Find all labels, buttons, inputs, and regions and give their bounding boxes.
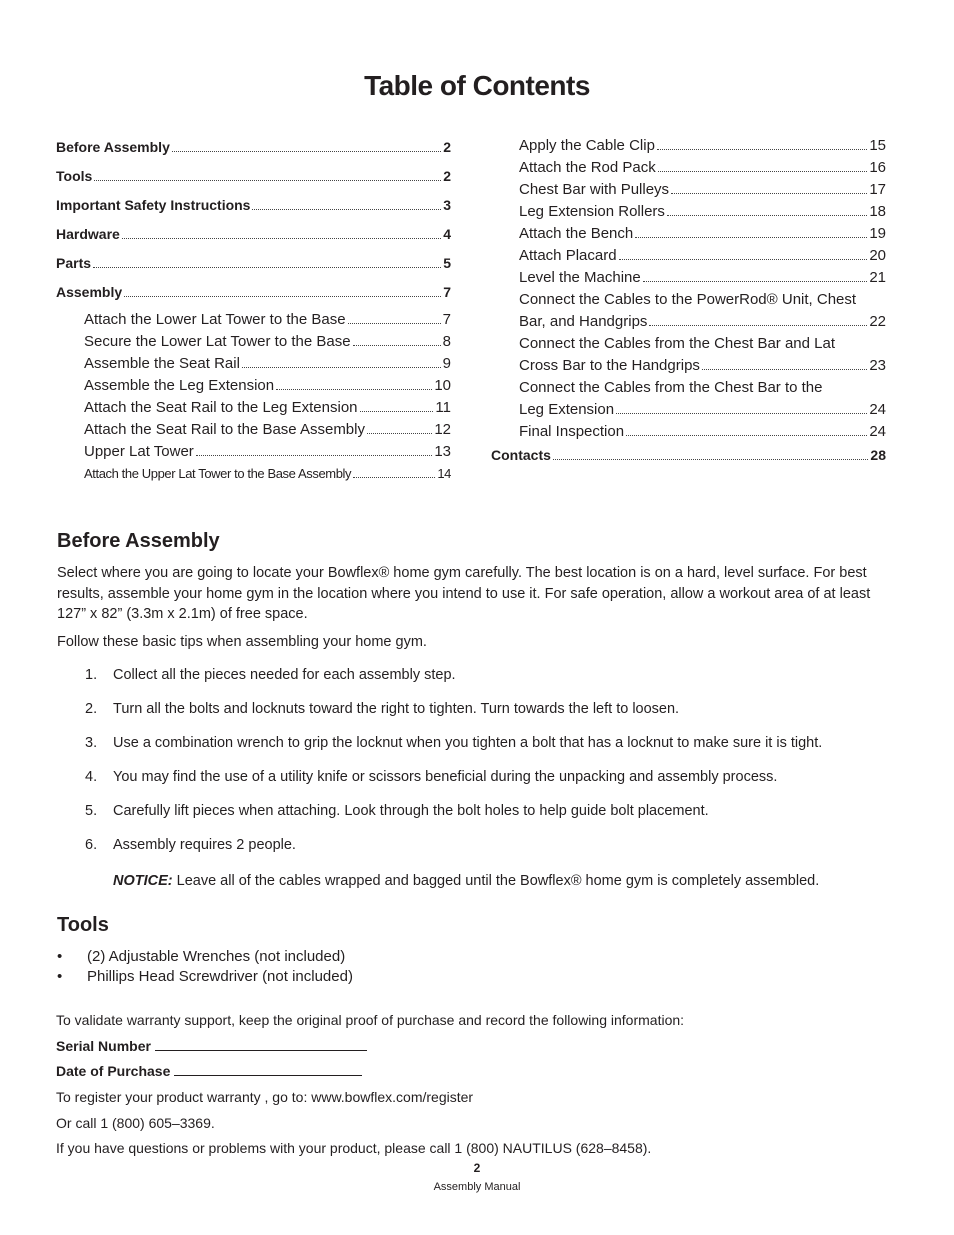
toc-entry — [56, 222, 451, 251]
toc-leader-dots — [93, 266, 441, 268]
serial-number-blank — [155, 1036, 367, 1051]
toc-entry — [491, 135, 886, 157]
list-item — [57, 947, 353, 967]
notice-text: Leave all of the cables wrapped and bagged until the Bowflex® home gym is completely assembled. — [172, 873, 820, 889]
toc-entry-title: Cross Bar to the Handgrips — [519, 357, 700, 374]
bullet: • — [57, 968, 63, 985]
step-number: 3. — [85, 735, 98, 751]
toc-leader-dots — [702, 368, 867, 370]
toc-right-column — [491, 135, 886, 472]
page-number: 2 — [473, 1161, 481, 1175]
toc-entry — [491, 267, 886, 289]
toc-leader-dots — [353, 476, 435, 478]
toc-entry — [491, 399, 886, 421]
toc-entry-page: 13 — [434, 443, 451, 460]
date-of-purchase-blank — [174, 1061, 362, 1076]
toc-entry — [56, 280, 451, 309]
toc-entry — [491, 245, 886, 267]
toc-entry-title: Leg Extension — [519, 401, 615, 418]
toc-entry — [56, 419, 451, 441]
toc-leader-dots — [360, 410, 434, 412]
toc-leader-dots — [619, 258, 868, 260]
warranty-intro: To validate warranty support, keep the original proof of purchase and record the following information: — [56, 1012, 685, 1028]
step-number: 2. — [85, 701, 98, 717]
toc-entry-title: Chest Bar with Pulleys — [519, 181, 670, 198]
tools-list — [57, 947, 353, 987]
toc-leader-dots — [643, 280, 868, 282]
notice — [113, 870, 819, 892]
list-item — [57, 967, 353, 987]
tips-intro: Follow these basic tips when assembling your home gym. — [57, 634, 427, 650]
toc-entry-page: 12 — [434, 421, 451, 438]
toc-leader-dots — [553, 458, 869, 460]
toc-entry — [56, 331, 451, 353]
call-text: Or call 1 (800) 605–3369. — [56, 1115, 215, 1131]
toc-leader-dots — [94, 179, 441, 181]
step-number: 5. — [85, 803, 98, 819]
list-item — [85, 732, 905, 766]
toc-leader-dots — [667, 214, 867, 216]
toc-entry-title: Level the Machine — [519, 269, 641, 286]
toc-leader-dots — [658, 170, 868, 172]
list-item — [85, 698, 905, 732]
step-number: 6. — [85, 837, 98, 853]
toc-entry-title: Apply the Cable Clip — [519, 137, 655, 154]
toc-entry-title: Attach the Seat Rail to the Base Assembly — [84, 421, 365, 438]
toc-entry-title: Attach the Upper Lat Tower to the Base Assembly — [84, 466, 352, 481]
toc-entry-page: 16 — [869, 159, 886, 176]
toc-entry-title: Assemble the Leg Extension — [84, 377, 275, 394]
toc-entry — [491, 157, 886, 179]
toc-entry-page: 23 — [869, 357, 886, 374]
toc-entry-page: 3 — [443, 197, 451, 213]
toc-leader-dots — [671, 192, 867, 194]
toc-leader-dots — [122, 237, 441, 239]
footer-manual-title: Assembly Manual — [433, 1181, 521, 1193]
step-text: Collect all the pieces needed for each assembly step. — [113, 667, 456, 683]
toc-entry-title-line: Connect the Cables from the Chest Bar and Lat — [519, 335, 836, 352]
toc-title: Table of Contents — [364, 70, 590, 101]
step-text: You may find the use of a utility knife or scissors beneficial during the unpacking and assembly process. — [113, 769, 778, 785]
toc-entry-page: 10 — [434, 377, 451, 394]
register-text: To register your product warranty , go to: www.bowflex.com/register — [56, 1089, 474, 1105]
toc-entry — [491, 421, 886, 443]
toc-leader-dots — [172, 150, 441, 152]
toc-leader-dots — [124, 295, 441, 297]
toc-leader-dots — [242, 366, 441, 368]
toc-entry-page: 9 — [442, 355, 451, 372]
step-number: 1. — [85, 667, 98, 683]
toc-entry — [491, 355, 886, 377]
questions-text: If you have questions or problems with your product, please call 1 (800) NAUTILUS (628–8458). — [56, 1140, 652, 1156]
date-of-purchase-label: Date of Purchase — [56, 1063, 171, 1079]
toc-entry-title: Tools — [56, 168, 93, 184]
step-text: Carefully lift pieces when attaching. Look through the bolt holes to help guide bolt placement. — [113, 803, 709, 819]
toc-entry-title: Contacts — [491, 447, 551, 463]
toc-entry — [56, 441, 451, 463]
toc-leader-dots — [353, 344, 441, 346]
tools-heading: Tools — [57, 914, 109, 936]
toc-entry-title-line: Connect the Cables from the Chest Bar to the — [519, 379, 823, 396]
toc-entry-title: Important Safety Instructions — [56, 197, 251, 213]
toc-entry-page: 2 — [443, 168, 451, 184]
toc-leader-dots — [348, 322, 441, 324]
list-item — [85, 834, 905, 868]
toc-leader-dots — [649, 324, 867, 326]
toc-leader-dots — [635, 236, 867, 238]
toc-entry-page: 15 — [869, 137, 886, 154]
step-number: 4. — [85, 769, 98, 785]
toc-entry-page: 11 — [435, 399, 451, 416]
toc-leader-dots — [616, 412, 867, 414]
toc-entry — [491, 201, 886, 223]
toc-entry — [56, 251, 451, 280]
notice-label: NOTICE: — [113, 873, 173, 889]
step-text: Turn all the bolts and locknuts toward the right to tighten. Turn towards the left to loosen. — [113, 701, 680, 717]
toc-entry-page: 5 — [443, 255, 451, 271]
toc-left-column — [56, 135, 451, 485]
toc-entry-page: 17 — [869, 181, 886, 198]
toc-entry-title: Leg Extension Rollers — [519, 203, 665, 220]
toc-entry-title: Parts — [56, 255, 92, 271]
toc-leader-dots — [657, 148, 867, 150]
list-item — [85, 664, 905, 698]
list-item — [85, 800, 905, 834]
toc-entry-title-line: Connect the Cables to the PowerRod® Unit, Chest — [519, 291, 857, 308]
list-item — [85, 766, 905, 800]
toc-leader-dots — [252, 208, 441, 210]
toc-entry-title: Upper Lat Tower — [84, 443, 194, 460]
toc-entry — [56, 309, 451, 331]
toc-entry — [491, 223, 886, 245]
toc-entry-page: 24 — [869, 423, 886, 440]
toc-entry — [56, 164, 451, 193]
before-assembly-intro: Select where you are going to locate your Bowflex® home gym carefully. The best location is on a hard, level surface. For best results, assemble your home gym in the location where you intend to use it. For safe operation, allow a workout area of at least 127” x 82” (3.3m x 2.1m) of free space. — [57, 565, 871, 622]
tool-item: Phillips Head Screwdriver (not included) — [87, 968, 353, 985]
step-text: Assembly requires 2 people. — [113, 837, 296, 853]
toc-entry-page: 8 — [442, 333, 451, 350]
toc-leader-dots — [276, 388, 432, 390]
toc-entry — [56, 397, 451, 419]
toc-entry-page: 18 — [869, 203, 886, 220]
serial-number-field — [56, 1036, 367, 1056]
bullet: • — [57, 948, 63, 965]
toc-entry-page: 24 — [869, 401, 886, 418]
toc-entry — [56, 375, 451, 397]
toc-entry-page: 4 — [443, 226, 451, 242]
toc-entry — [56, 135, 451, 164]
before-assembly-heading: Before Assembly — [57, 530, 220, 552]
toc-entry — [56, 193, 451, 222]
toc-entry-title: Assemble the Seat Rail — [84, 355, 240, 372]
toc-entry-page: 7 — [442, 311, 451, 328]
toc-entry-title: Attach Placard — [519, 247, 617, 264]
toc-leader-dots — [367, 432, 432, 434]
toc-leader-dots — [626, 434, 867, 436]
toc-entry — [491, 179, 886, 201]
toc-entry-page: 19 — [869, 225, 886, 242]
toc-entry-title: Attach the Rod Pack — [519, 159, 656, 176]
assembly-tips-list — [85, 664, 905, 868]
toc-entry-title: Secure the Lower Lat Tower to the Base — [84, 333, 351, 350]
toc-entry-page: 2 — [443, 139, 451, 155]
toc-entry-page: 14 — [437, 466, 451, 481]
toc-entry-page: 22 — [869, 313, 886, 330]
toc-entry — [56, 353, 451, 375]
toc-entry-page: 20 — [869, 247, 886, 264]
toc-entry-title: Bar, and Handgrips — [519, 313, 648, 330]
toc-entry-title: Attach the Bench — [519, 225, 634, 242]
toc-entry-title: Final Inspection — [519, 423, 625, 440]
step-text: Use a combination wrench to grip the locknut when you tighten a bolt that has a locknut to make sure it is tight. — [113, 735, 823, 751]
toc-entry-page: 28 — [870, 447, 886, 463]
toc-leader-dots — [196, 454, 433, 456]
date-of-purchase-field — [56, 1061, 362, 1081]
toc-entry-title: Hardware — [56, 226, 120, 242]
toc-entry-page: 21 — [869, 269, 886, 286]
toc-entry — [56, 463, 451, 485]
toc-entry-title: Attach the Lower Lat Tower to the Base — [84, 311, 346, 328]
serial-number-label: Serial Number — [56, 1038, 151, 1054]
toc-entry-title: Assembly — [56, 284, 123, 300]
toc-entry-title: Before Assembly — [56, 139, 170, 155]
toc-entry-page: 7 — [443, 284, 451, 300]
toc-entry — [491, 443, 886, 472]
toc-entry — [491, 311, 886, 333]
toc-entry-title: Attach the Seat Rail to the Leg Extension — [84, 399, 358, 416]
tool-item: (2) Adjustable Wrenches (not included) — [87, 948, 346, 965]
